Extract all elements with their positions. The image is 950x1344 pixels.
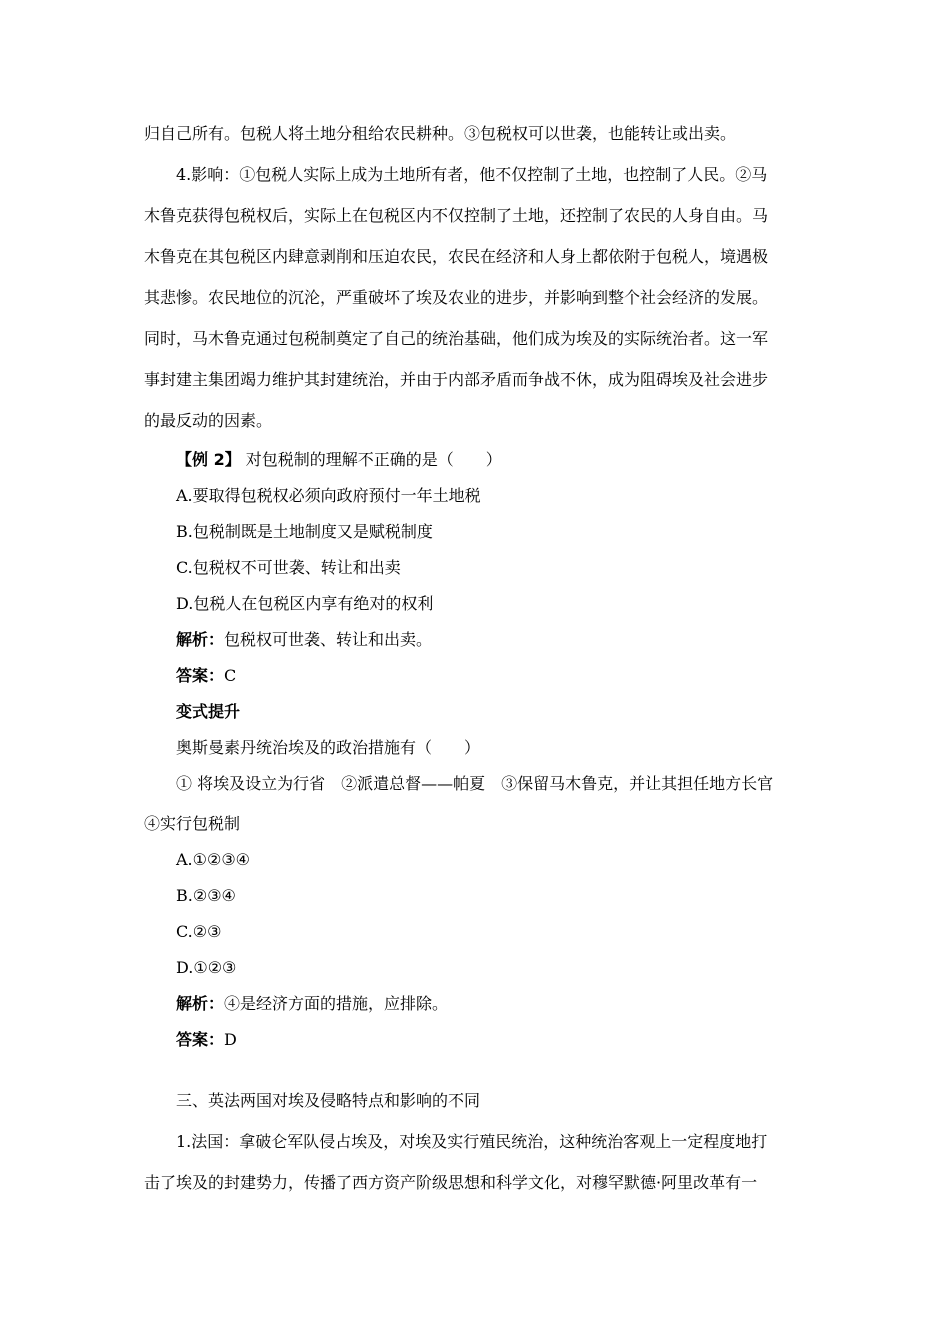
analysis-text: 包税权可世袭、转让和出卖。 xyxy=(224,630,433,649)
para2-line1: 4.影响：①包税人实际上成为土地所有者，他不仅控制了土地，也控制了人民。②马 xyxy=(176,165,768,184)
variant-heading: 变式提升 xyxy=(176,702,241,721)
example2-option-a: A.要取得包税权必须向政府预付一年土地税 xyxy=(176,486,481,505)
example2-tag: 【例 2】 xyxy=(176,450,241,469)
example2-question: 对包税制的理解不正确的是（ ） xyxy=(240,450,502,469)
para1-line1: 归自己所有。包税人将土地分租给农民耕种。③包税权可以世袭，也能转让或出卖。 xyxy=(144,124,737,143)
variant-answer xyxy=(176,1028,237,1052)
analysis-label: 解析： xyxy=(176,994,225,1013)
variant-option-b: B.②③④ xyxy=(176,886,236,905)
example2-option-c: C.包税权不可世袭、转让和出卖 xyxy=(176,558,401,577)
answer-text: D xyxy=(224,1030,237,1049)
example2-analysis xyxy=(176,628,432,652)
variant-question: 奥斯曼素丹统治埃及的政治措施有（ ） xyxy=(176,738,481,757)
analysis-text: ④是经济方面的措施，应排除。 xyxy=(224,994,449,1013)
variant-analysis xyxy=(176,992,448,1016)
example2-option-b: B.包税制既是土地制度又是赋税制度 xyxy=(176,522,433,541)
para2-line3: 木鲁克在其包税区内肆意剥削和压迫农民，农民在经济和人身上都依附于包税人，境遇极 xyxy=(144,247,769,266)
variant-items-line2: ④实行包税制 xyxy=(144,814,241,833)
answer-text: C xyxy=(224,666,237,685)
variant-items-line1: ① 将埃及设立为行省 ②派遣总督——帕夏 ③保留马木鲁克，并让其担任地方长官 xyxy=(176,774,774,793)
section3-line2: 击了埃及的封建势力，传播了西方资产阶级思想和科学文化，对穆罕默德·阿里改革有一 xyxy=(144,1173,758,1192)
section3-heading: 三、英法两国对埃及侵略特点和影响的不同 xyxy=(176,1091,481,1110)
para2-line2: 木鲁克获得包税权后，实际上在包税区内不仅控制了土地，还控制了农民的人身自由。马 xyxy=(144,206,769,225)
para2-line6: 事封建主集团竭力维护其封建统治，并由于内部矛盾而争战不休，成为阻碍埃及社会进步 xyxy=(144,370,769,389)
para2-line5: 同时，马木鲁克通过包税制奠定了自己的统治基础，他们成为埃及的实际统治者。这一军 xyxy=(144,329,769,348)
variant-option-d: D.①②③ xyxy=(176,958,237,977)
example2-question-line xyxy=(176,448,502,472)
section3-line1: 1.法国：拿破仑军队侵占埃及，对埃及实行殖民统治，这种统治客观上一定程度地打 xyxy=(176,1132,768,1151)
para2-line4: 其悲惨。农民地位的沉沦，严重破坏了埃及农业的进步，并影响到整个社会经济的发展。 xyxy=(144,288,769,307)
answer-label: 答案： xyxy=(176,666,225,685)
answer-label: 答案： xyxy=(176,1030,225,1049)
variant-option-a: A.①②③④ xyxy=(176,850,251,869)
example2-option-d: D.包税人在包税区内享有绝对的权利 xyxy=(176,594,434,613)
analysis-label: 解析： xyxy=(176,630,225,649)
variant-option-c: C.②③ xyxy=(176,922,222,941)
example2-answer xyxy=(176,664,236,688)
para2-line7: 的最反动的因素。 xyxy=(144,411,273,430)
